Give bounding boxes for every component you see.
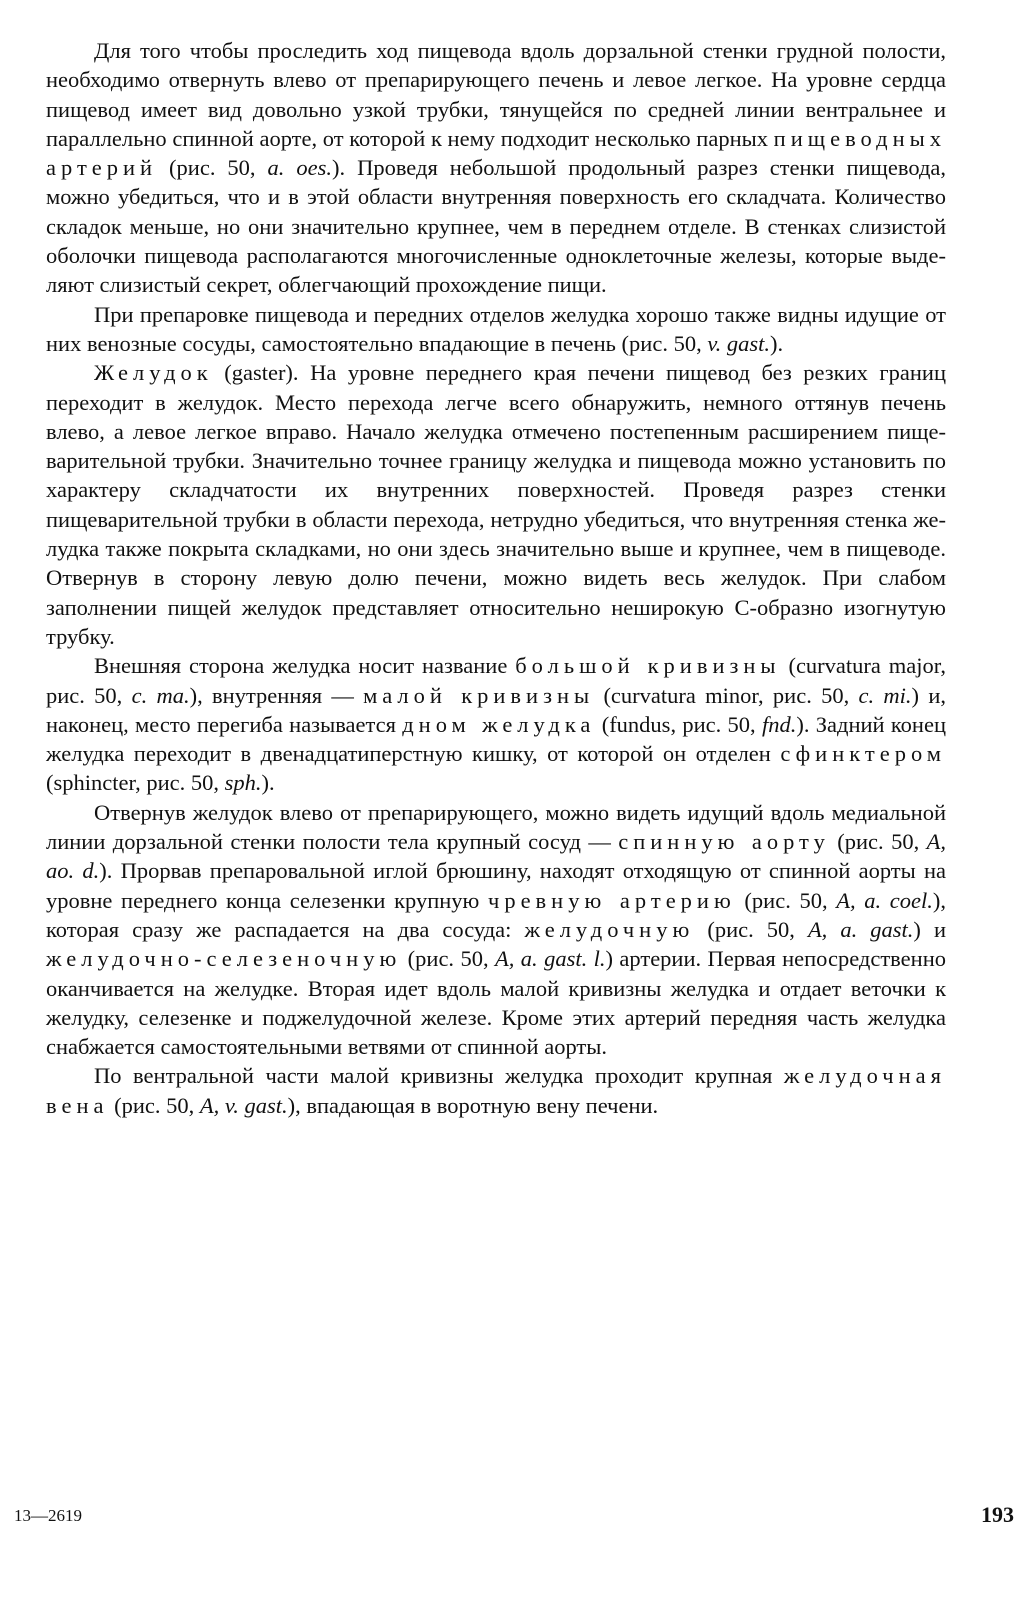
text-run: Внешняя сторона желудка носит название (94, 653, 516, 679)
text-run: (рис. 50, (735, 887, 837, 913)
paragraph-curvatures (46, 651, 946, 797)
italic-reference: c. ma. (131, 682, 190, 708)
page-body (46, 36, 946, 1576)
italic-reference: A, a. coel. (836, 887, 933, 913)
text-run: ), впадающая в воротную вену печени. (287, 1092, 659, 1118)
spaced-term: желудочно-селезеночную (46, 946, 402, 972)
spaced-term: сфинктером (780, 741, 946, 767)
paragraph-esophagus (46, 36, 946, 300)
text-run: (рис. 50, (694, 916, 808, 942)
text-run: (рис. 50, (829, 829, 927, 855)
spaced-term: дном желудка (402, 711, 596, 737)
text-run: ). Прорвав препаровальной иглой брюшину, находят отходящую от спинной аорты на уровне переднего конца селезенки крупную (46, 858, 947, 913)
text-run: ) и (913, 916, 946, 942)
text-run: При препаровке пищевода и передних отделов желудка хорошо также видны идущие от них венозные сосуды, самостоятельно впадающие в печень (рис. 50, (46, 301, 946, 356)
italic-reference: v. gast. (707, 330, 771, 356)
text-run: ) артерии. Первая непосредственно оканчивается на желудке. Вторая идет вдоль малой кривизны желудка и отдает веточки к желудку, селезенке и поджелудочной железе. Кроме этих артерий передняя часть желудка снабжается самостоятельными ветвями от спинной аорты. (46, 946, 946, 1060)
text-run: По вентральной части малой кривизны желудка проходит крупная (94, 1063, 784, 1089)
paragraph-aorta (46, 798, 946, 1062)
text-run: ). (261, 770, 275, 796)
text-run: ), которая сразу же распадается на два сосуда: (46, 887, 946, 942)
italic-reference: A, ao. d. (46, 829, 946, 884)
italic-reference: a. oes. (267, 155, 332, 181)
spaced-term: малой кривизны (363, 682, 595, 708)
page-footer (0, 1502, 1014, 1532)
spaced-term: чревную артерию (488, 887, 736, 913)
italic-reference: c. mi. (858, 682, 912, 708)
text-run: ), внутренняя — (189, 682, 364, 708)
italic-reference: A, v. gast. (199, 1092, 288, 1118)
spaced-term: большой кривизны (515, 653, 781, 679)
text-run: (curvatura major, рис. 50, (46, 653, 946, 708)
spaced-term: желудочная вена (46, 1063, 946, 1118)
text-run: Отвернув желудок влево от препарирующего, можно видеть идущий вдоль медиальной линии дорзальной стенки полости тела крупный сосуд — (46, 799, 946, 855)
page-number: 193 (981, 1502, 1014, 1527)
text-run: (fundus, рис. 50, (595, 711, 762, 737)
printer-signature: 13—2619 (14, 1506, 82, 1525)
text-run: Для того чтобы проследить ход пищевода вдоль дорзальной стенки грудной полости, необходимо отвернуть влево от препарирующего печень и левое легкое. На уровне сердца пищевод имеет вид довольно узкой трубки, тянущейся по средней линии вентральнее и параллельно спинной аорте, от которой к нему подходит несколько парных (46, 38, 946, 151)
spaced-term: спинную аорту (618, 829, 830, 855)
paragraph-venous-vessels (46, 300, 946, 359)
text-run: (gaster). На уровне переднего края печени пищевод без резких границ переходит в желудок. Место перехода легче всего обнаружить, немного оттянув печень влево, а левое легкое вправо. Начало желудка отмечено постепенным расширением пищеварительной трубки. Значительно точнее границу желудка и пищевода можно установить по характеру складчатости их внутренних поверхностей. Проведя разрез стенки пищеварительной трубки в области перехода, нетрудно убедиться, что внутренняя стенка желудка также покрыта складками, но они здесь значительно выше и крупнее, чем в пищеводе. Отвернув в сторону левую долю печени, можно видеть весь желудок. При слабом заполнении пищей желудок представляет относительно неширокую С-образно изогнутую трубку. (46, 360, 946, 649)
spaced-term: Желудок (94, 360, 213, 386)
italic-reference: fnd. (761, 711, 797, 737)
text-run: ). Задний конец желудка переходит в двенадцатиперстную кишку, от которой он отделен (46, 711, 946, 767)
text-run: (рис. 50, (157, 155, 268, 181)
text-run: (рис. 50, (108, 1092, 200, 1118)
text-run: ). Проведя небольшой продольный разрез стенки пищевода, можно убедиться, что и в этой области внутренняя поверхность его складчата. Количество складок меньше, но они значительно крупнее, чем в переднем отделе. В стенках слизистой оболочки пищевода располагаются многочисленные одноклеточные железы, которые выделяют слизистый секрет, облегчающий прохождение пищи. (46, 155, 946, 298)
text-run: (curvatura minor, рис. 50, (594, 682, 859, 708)
spaced-term: пищеводных артерий (46, 125, 946, 181)
italic-reference: A, a. gast. (807, 916, 914, 942)
text-run: ). (770, 330, 784, 356)
text-run: ) и, наконец, место перегиба называется (46, 682, 946, 737)
paragraph-gastric-vein (46, 1061, 946, 1120)
text-run: (sphincter, рис. 50, (46, 770, 225, 796)
spaced-term: желудочную (524, 916, 695, 942)
text-run: (рис. 50, (401, 946, 496, 972)
italic-reference: A, a. gast. l. (495, 946, 606, 972)
italic-reference: sph. (224, 770, 262, 796)
paragraph-stomach (46, 358, 946, 651)
